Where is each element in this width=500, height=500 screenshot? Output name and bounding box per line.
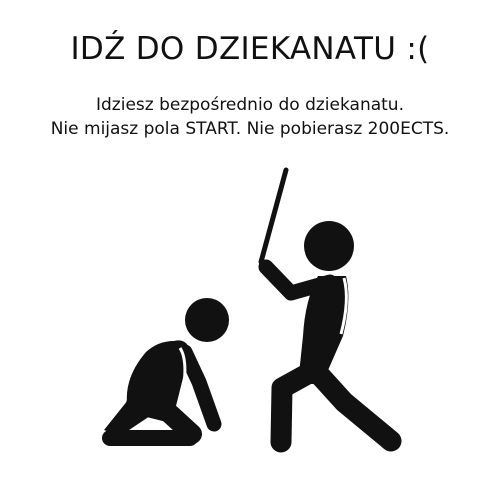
- kneeling-figure-arm: [185, 352, 214, 424]
- card-title: IDŹ DO DZIEKANATU :(: [70, 31, 430, 67]
- description-line-2: Nie mijasz pola START. Nie pobierasz 200ECTS.: [50, 119, 450, 139]
- standing-figure-front-leg: [315, 370, 391, 441]
- standing-figure-head: [304, 221, 354, 271]
- description-line-1: Idziesz bezpośrednio do dziekanatu.: [96, 95, 404, 115]
- standing-figure-arm: [266, 267, 330, 293]
- kneeling-figure-head: [185, 298, 229, 342]
- stick: [261, 170, 286, 262]
- standing-figure-back-leg: [281, 372, 311, 442]
